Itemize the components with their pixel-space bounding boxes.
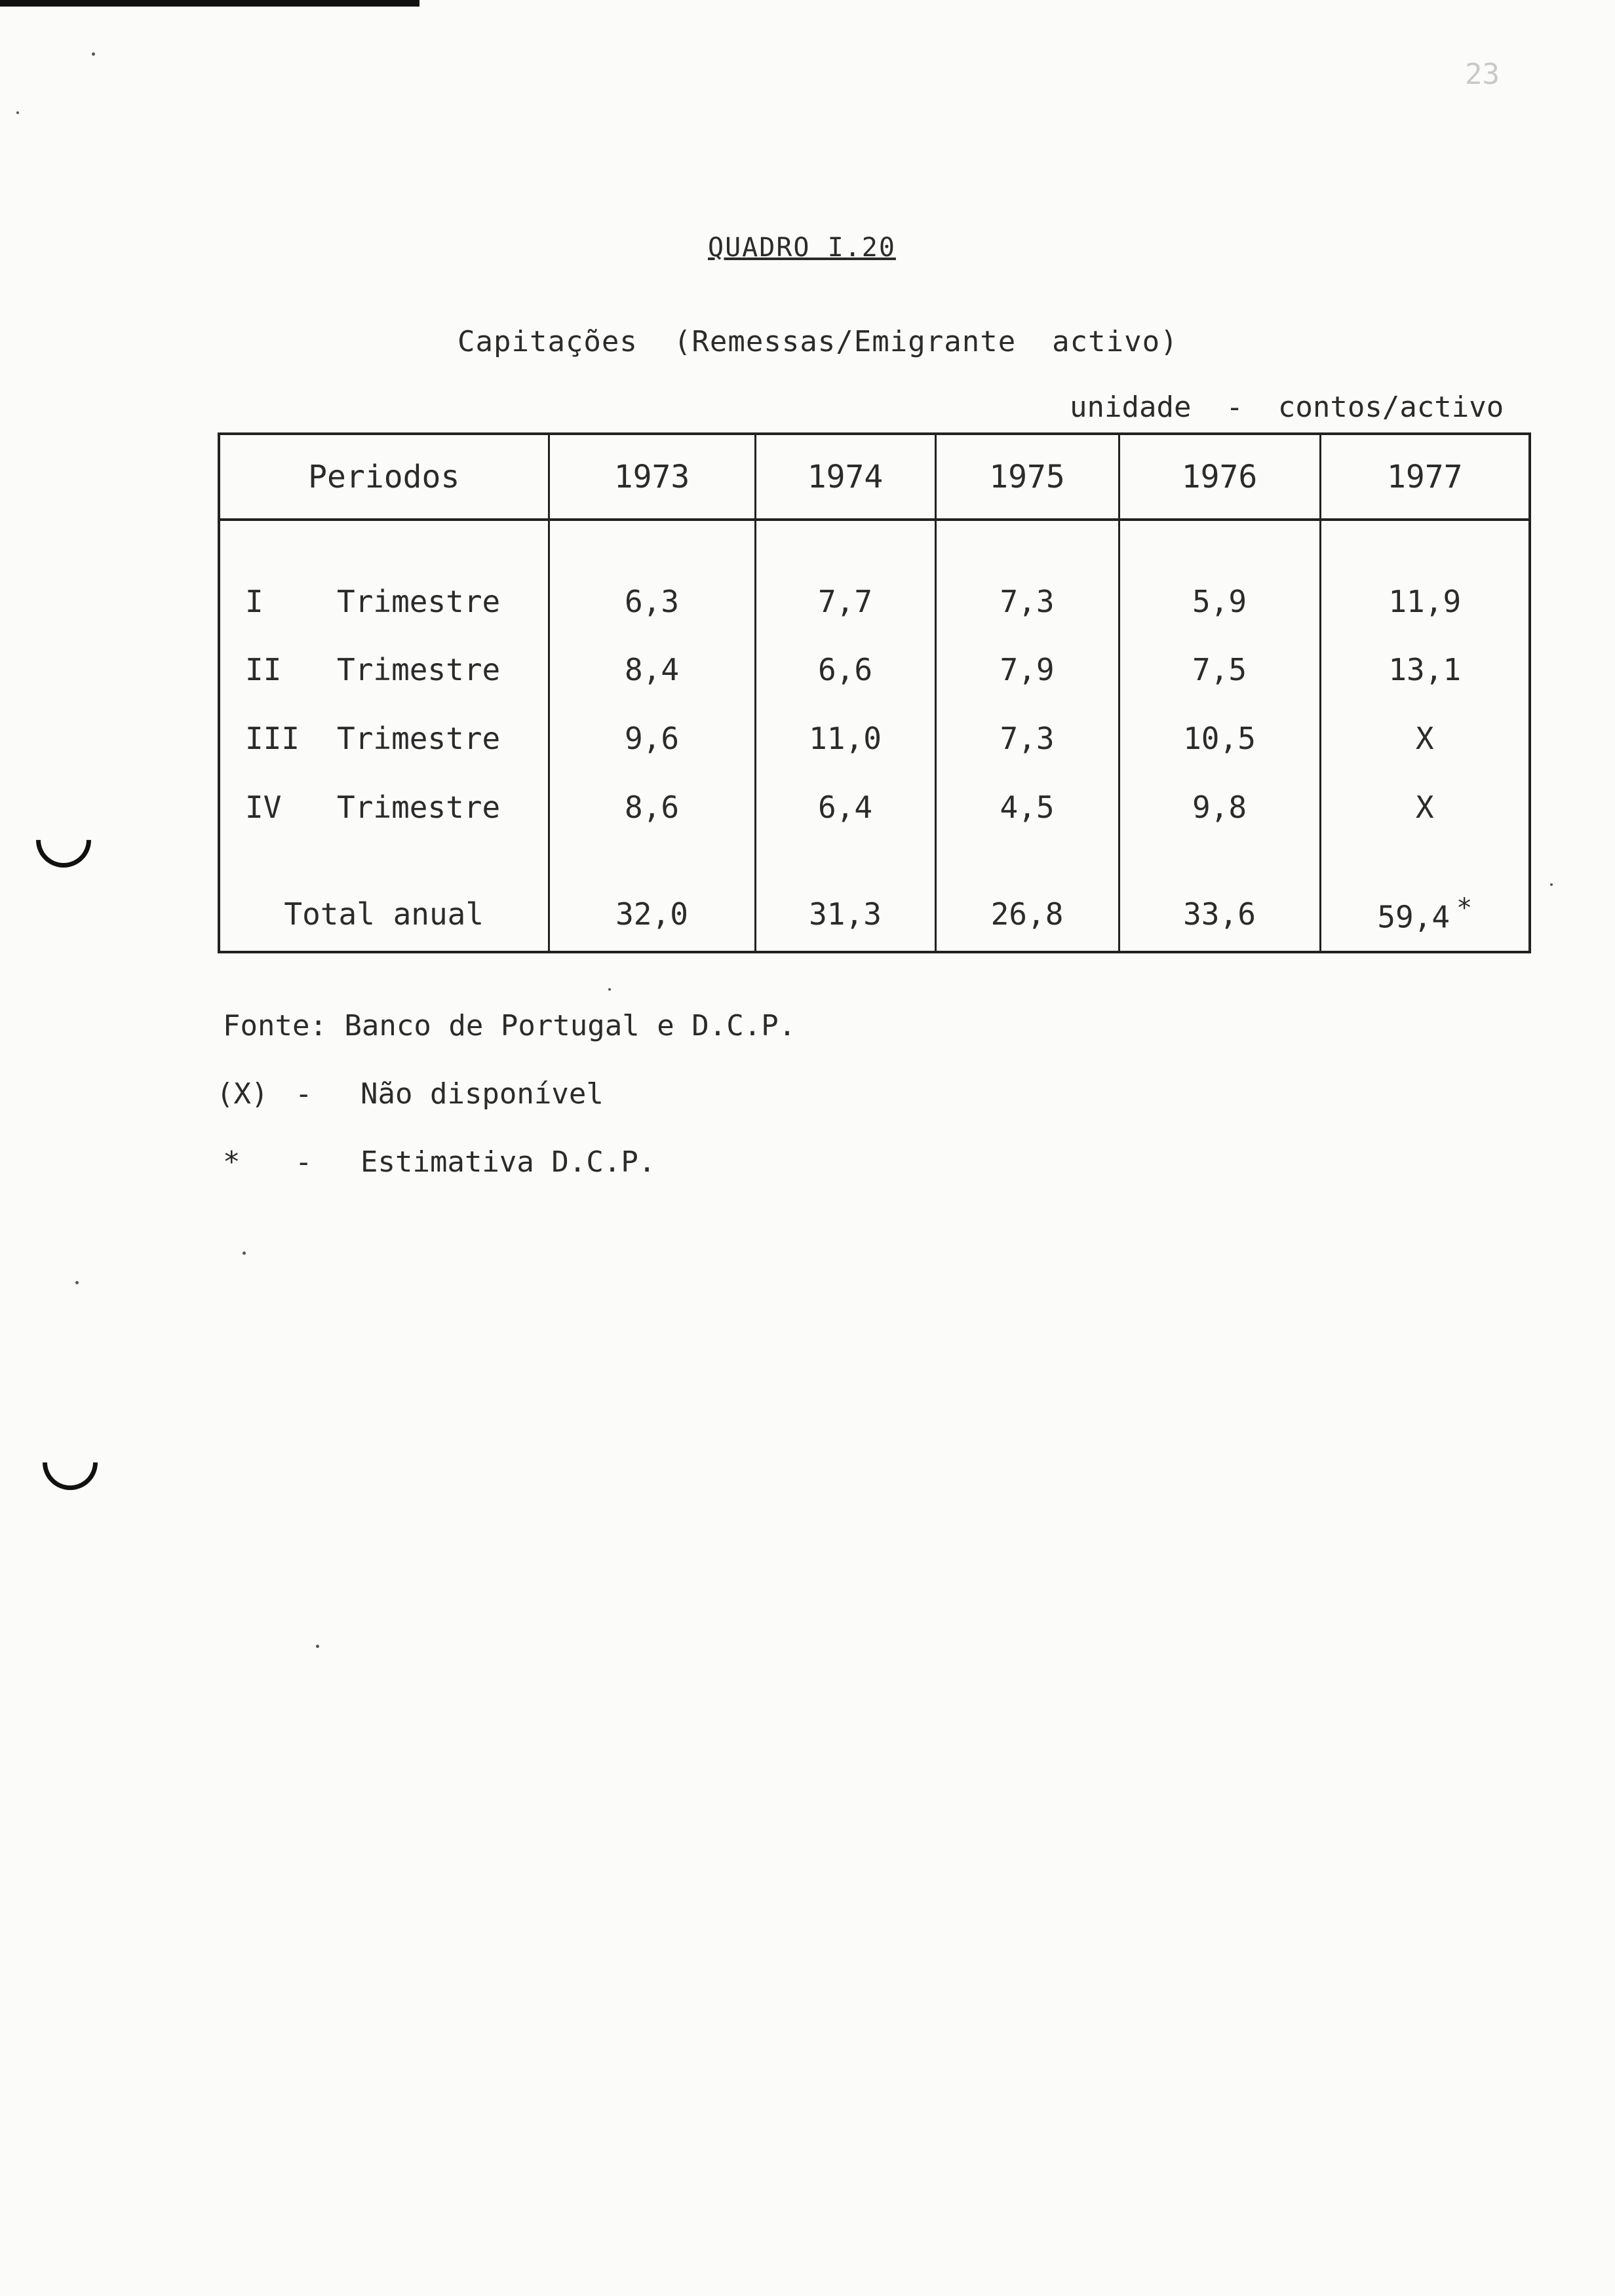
value-cell: 8,6: [549, 773, 755, 841]
value-cell: 7,5: [1119, 636, 1320, 704]
quarter-number: III: [245, 721, 300, 756]
source-text: Fonte: Banco de Portugal e D.C.P.: [223, 1009, 796, 1043]
unit-label: unidade - contos/activo: [1070, 391, 1504, 424]
column-header-year: 1976: [1119, 434, 1320, 520]
legend-key: *: [223, 1145, 241, 1179]
table-spacer: [219, 841, 1530, 877]
column-header-year: 1973: [549, 434, 755, 520]
column-header-year: 1977: [1320, 434, 1530, 520]
value-cell: 7,9: [935, 636, 1119, 704]
period-cell: [219, 773, 549, 841]
total-value: 59,4: [1377, 899, 1450, 935]
punch-hole-mark: [25, 801, 103, 879]
value-cell: 6,3: [549, 567, 755, 636]
value-cell: 5,9: [1119, 567, 1320, 636]
column-header-periods: Periodos: [219, 434, 549, 520]
period-cell: [219, 636, 549, 704]
value-cell: 9,6: [549, 704, 755, 773]
legend-text: Estimativa D.C.P.: [360, 1145, 656, 1179]
scan-speck: [608, 988, 611, 991]
scan-edge-bar: [0, 0, 419, 7]
value-cell: 4,5: [935, 773, 1119, 841]
total-row: [219, 877, 1530, 952]
period-cell: [219, 567, 549, 636]
value-cell: 10,5: [1119, 704, 1320, 773]
legend-dash: -: [295, 1145, 313, 1179]
total-value-cell: 31,3: [755, 877, 935, 952]
scan-speck: [16, 111, 19, 114]
legend-key: (X): [216, 1077, 269, 1111]
column-header-year: 1975: [935, 434, 1119, 520]
quarter-label: Trimestre: [337, 652, 501, 688]
total-value-cell: 32,0: [549, 877, 755, 952]
quarter-label: Trimestre: [337, 789, 501, 825]
total-label: Total anual: [219, 877, 549, 952]
value-cell: 11,0: [755, 704, 935, 773]
period-cell: [219, 704, 549, 773]
value-cell: 8,4: [549, 636, 755, 704]
value-cell: 7,7: [755, 567, 935, 636]
scan-speck: [316, 1645, 319, 1648]
legend-not-available: [216, 1077, 796, 1145]
value-cell: 13,1: [1388, 652, 1462, 688]
value-cell: 7,3: [935, 567, 1119, 636]
value-cell: X: [1415, 789, 1434, 825]
quarter-number: IV: [245, 789, 282, 825]
scan-speck: [92, 52, 95, 56]
quarter-label: Trimestre: [337, 583, 501, 619]
scan-speck: [75, 1281, 79, 1284]
quarter-number: I: [245, 583, 263, 619]
total-value-cell: 26,8: [935, 877, 1119, 952]
table-row: [219, 773, 1530, 841]
value-cell: 11,9: [1388, 583, 1462, 619]
total-value-cell: 33,6: [1119, 877, 1320, 952]
value-cell: 6,6: [755, 636, 935, 704]
value-cell: X: [1415, 721, 1434, 756]
table-title: QUADRO I.20: [708, 233, 896, 263]
table-spacer: [219, 520, 1530, 567]
total-value-cell-estimate: [1320, 877, 1530, 952]
table-row: [219, 704, 1530, 773]
scan-speck: [1550, 883, 1553, 886]
value-cell: 9,8: [1119, 773, 1320, 841]
page-number: 23: [1465, 58, 1500, 91]
table-row: [219, 567, 1530, 636]
source-note: [223, 1009, 796, 1077]
legend-dash: -: [295, 1077, 313, 1111]
value-cell: 6,4: [755, 773, 935, 841]
table-notes: [216, 1009, 796, 1214]
punch-hole-mark: [31, 1424, 109, 1502]
quarter-label: Trimestre: [337, 721, 501, 756]
column-header-year: 1974: [755, 434, 935, 520]
legend-estimate: [223, 1145, 796, 1214]
capitacoes-table: [218, 432, 1531, 953]
table-subtitle: Capitações (Remessas/Emigrante activo): [457, 325, 1178, 358]
scan-speck: [243, 1252, 246, 1255]
table-row: [219, 636, 1530, 704]
value-cell: 7,3: [935, 704, 1119, 773]
legend-text: Não disponível: [360, 1077, 604, 1111]
estimate-asterisk: *: [1456, 892, 1473, 923]
table-header-row: [219, 434, 1530, 520]
quarter-number: II: [245, 652, 282, 688]
